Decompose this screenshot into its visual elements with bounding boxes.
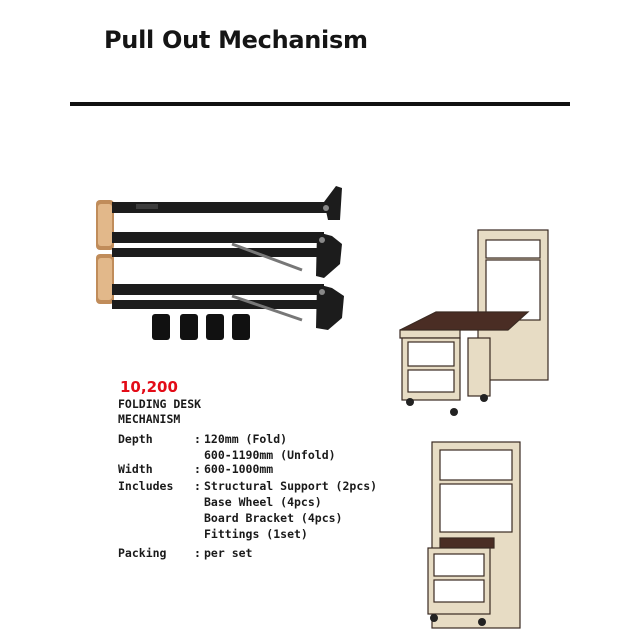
page-title: Pull Out Mechanism xyxy=(104,26,368,54)
desk-unfolded-illustration xyxy=(396,226,556,426)
product-code: 10,200 xyxy=(120,378,178,396)
folding-mechanism-photo xyxy=(92,180,362,345)
product-name: FOLDING DESK MECHANISM xyxy=(118,397,202,426)
divider-rule xyxy=(70,102,570,106)
wood-block-bottom xyxy=(96,254,114,304)
desk-folded-illustration xyxy=(424,438,534,638)
wood-block-top xyxy=(96,200,114,250)
